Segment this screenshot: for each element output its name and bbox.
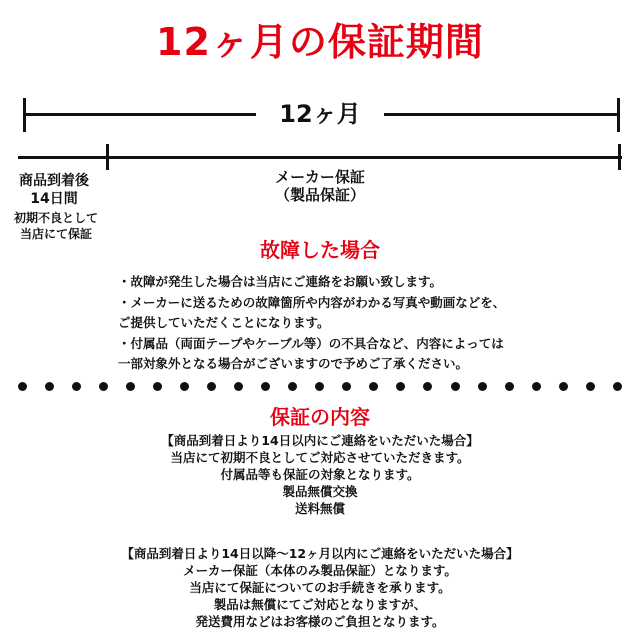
divider-dot — [315, 382, 324, 391]
initial-period-label-line1: 商品到着後 — [19, 173, 89, 189]
divider-dot — [45, 382, 54, 391]
divider-dot — [423, 382, 432, 391]
divider-dot — [207, 382, 216, 391]
divider-dot — [532, 382, 541, 391]
divider-dot — [342, 382, 351, 391]
breakdown-bullets — [118, 272, 638, 375]
initial-period-label — [0, 172, 108, 208]
breakdown-section-title: 故障した場合 — [260, 238, 380, 262]
coverage-within-14-days — [0, 432, 640, 517]
coverage-after-14-line: 製品は無償にてご対応となりますが、 — [213, 597, 427, 612]
coverage-within-14-line: 当店にて初期不良としてご対応させていただきます。 — [170, 450, 470, 465]
divider-dot — [451, 382, 460, 391]
span-start-tick — [23, 98, 26, 132]
coverage-section-title: 保証の内容 — [270, 405, 370, 429]
divider-dot — [396, 382, 405, 391]
divider-dot — [72, 382, 81, 391]
initial-period-label-line2: 14日間 — [30, 191, 78, 207]
divider-dot — [126, 382, 135, 391]
coverage-after-14-line: 当店にて保証についてのお手続きを承ります。 — [189, 580, 451, 595]
maker-warranty-label-line1: メーカー保証 — [275, 168, 365, 186]
coverage-within-14-line: 送料無償 — [294, 501, 345, 516]
divider-dot — [478, 382, 487, 391]
breakdown-bullet-2-cont: ご提供していただくことになります。 — [118, 315, 330, 330]
coverage-after-14-line: メーカー保証（本体のみ製品保証）となります。 — [183, 563, 457, 578]
divider-dot — [18, 382, 27, 391]
maker-warranty-label-line2: （製品保証） — [274, 186, 365, 204]
coverage-after-14-heading: 【商品到着日より14日以降〜12ヶ月以内にご連絡をいただいた場合】 — [121, 546, 519, 561]
divider-dot — [613, 382, 622, 391]
twelve-month-label: 12ヶ月 — [256, 94, 384, 134]
coverage-after-14-line: 発送費用などはお客様のご負担となります。 — [195, 614, 445, 629]
coverage-within-14-line: 付属品等も保証の対象となります。 — [220, 467, 420, 482]
page-title: 12ヶ月の保証期間 — [156, 20, 484, 64]
divider-dot — [153, 382, 162, 391]
initial-period-note-line1: 初期不良として — [13, 211, 98, 225]
breakdown-bullet-3-cont: 一部対象外となる場合がございますので予めご了承ください。 — [118, 356, 469, 371]
coverage-after-14-days — [0, 545, 640, 630]
dotted-divider — [18, 376, 622, 396]
initial-period-note-line2: 当店にて保証 — [19, 227, 92, 241]
divider-dot — [586, 382, 595, 391]
initial-period-divider-tick — [106, 144, 109, 170]
divider-dot — [234, 382, 243, 391]
divider-dot — [369, 382, 378, 391]
maker-period-end-tick — [618, 144, 621, 170]
divider-dot — [99, 382, 108, 391]
coverage-within-14-heading: 【商品到着日より14日以内にご連絡をいただいた場合】 — [161, 433, 479, 448]
breakdown-bullet-2: ・メーカーに送るための故障箇所や内容がわかる写真や動画などを、 — [118, 294, 506, 310]
divider-dot — [288, 382, 297, 391]
breakdown-bullet-1: ・故障が発生した場合は当店にご連絡をお願い致します。 — [118, 274, 443, 289]
maker-warranty-label — [200, 168, 440, 204]
divider-dot — [180, 382, 189, 391]
divider-dot — [505, 382, 514, 391]
breakdown-bullet-3: ・付属品（両面テープやケーブル等）の不具合など、内容によっては — [118, 335, 504, 351]
span-end-tick — [617, 98, 620, 132]
divider-dot — [261, 382, 270, 391]
coverage-within-14-line: 製品無償交換 — [282, 484, 358, 499]
divider-dot — [559, 382, 568, 391]
